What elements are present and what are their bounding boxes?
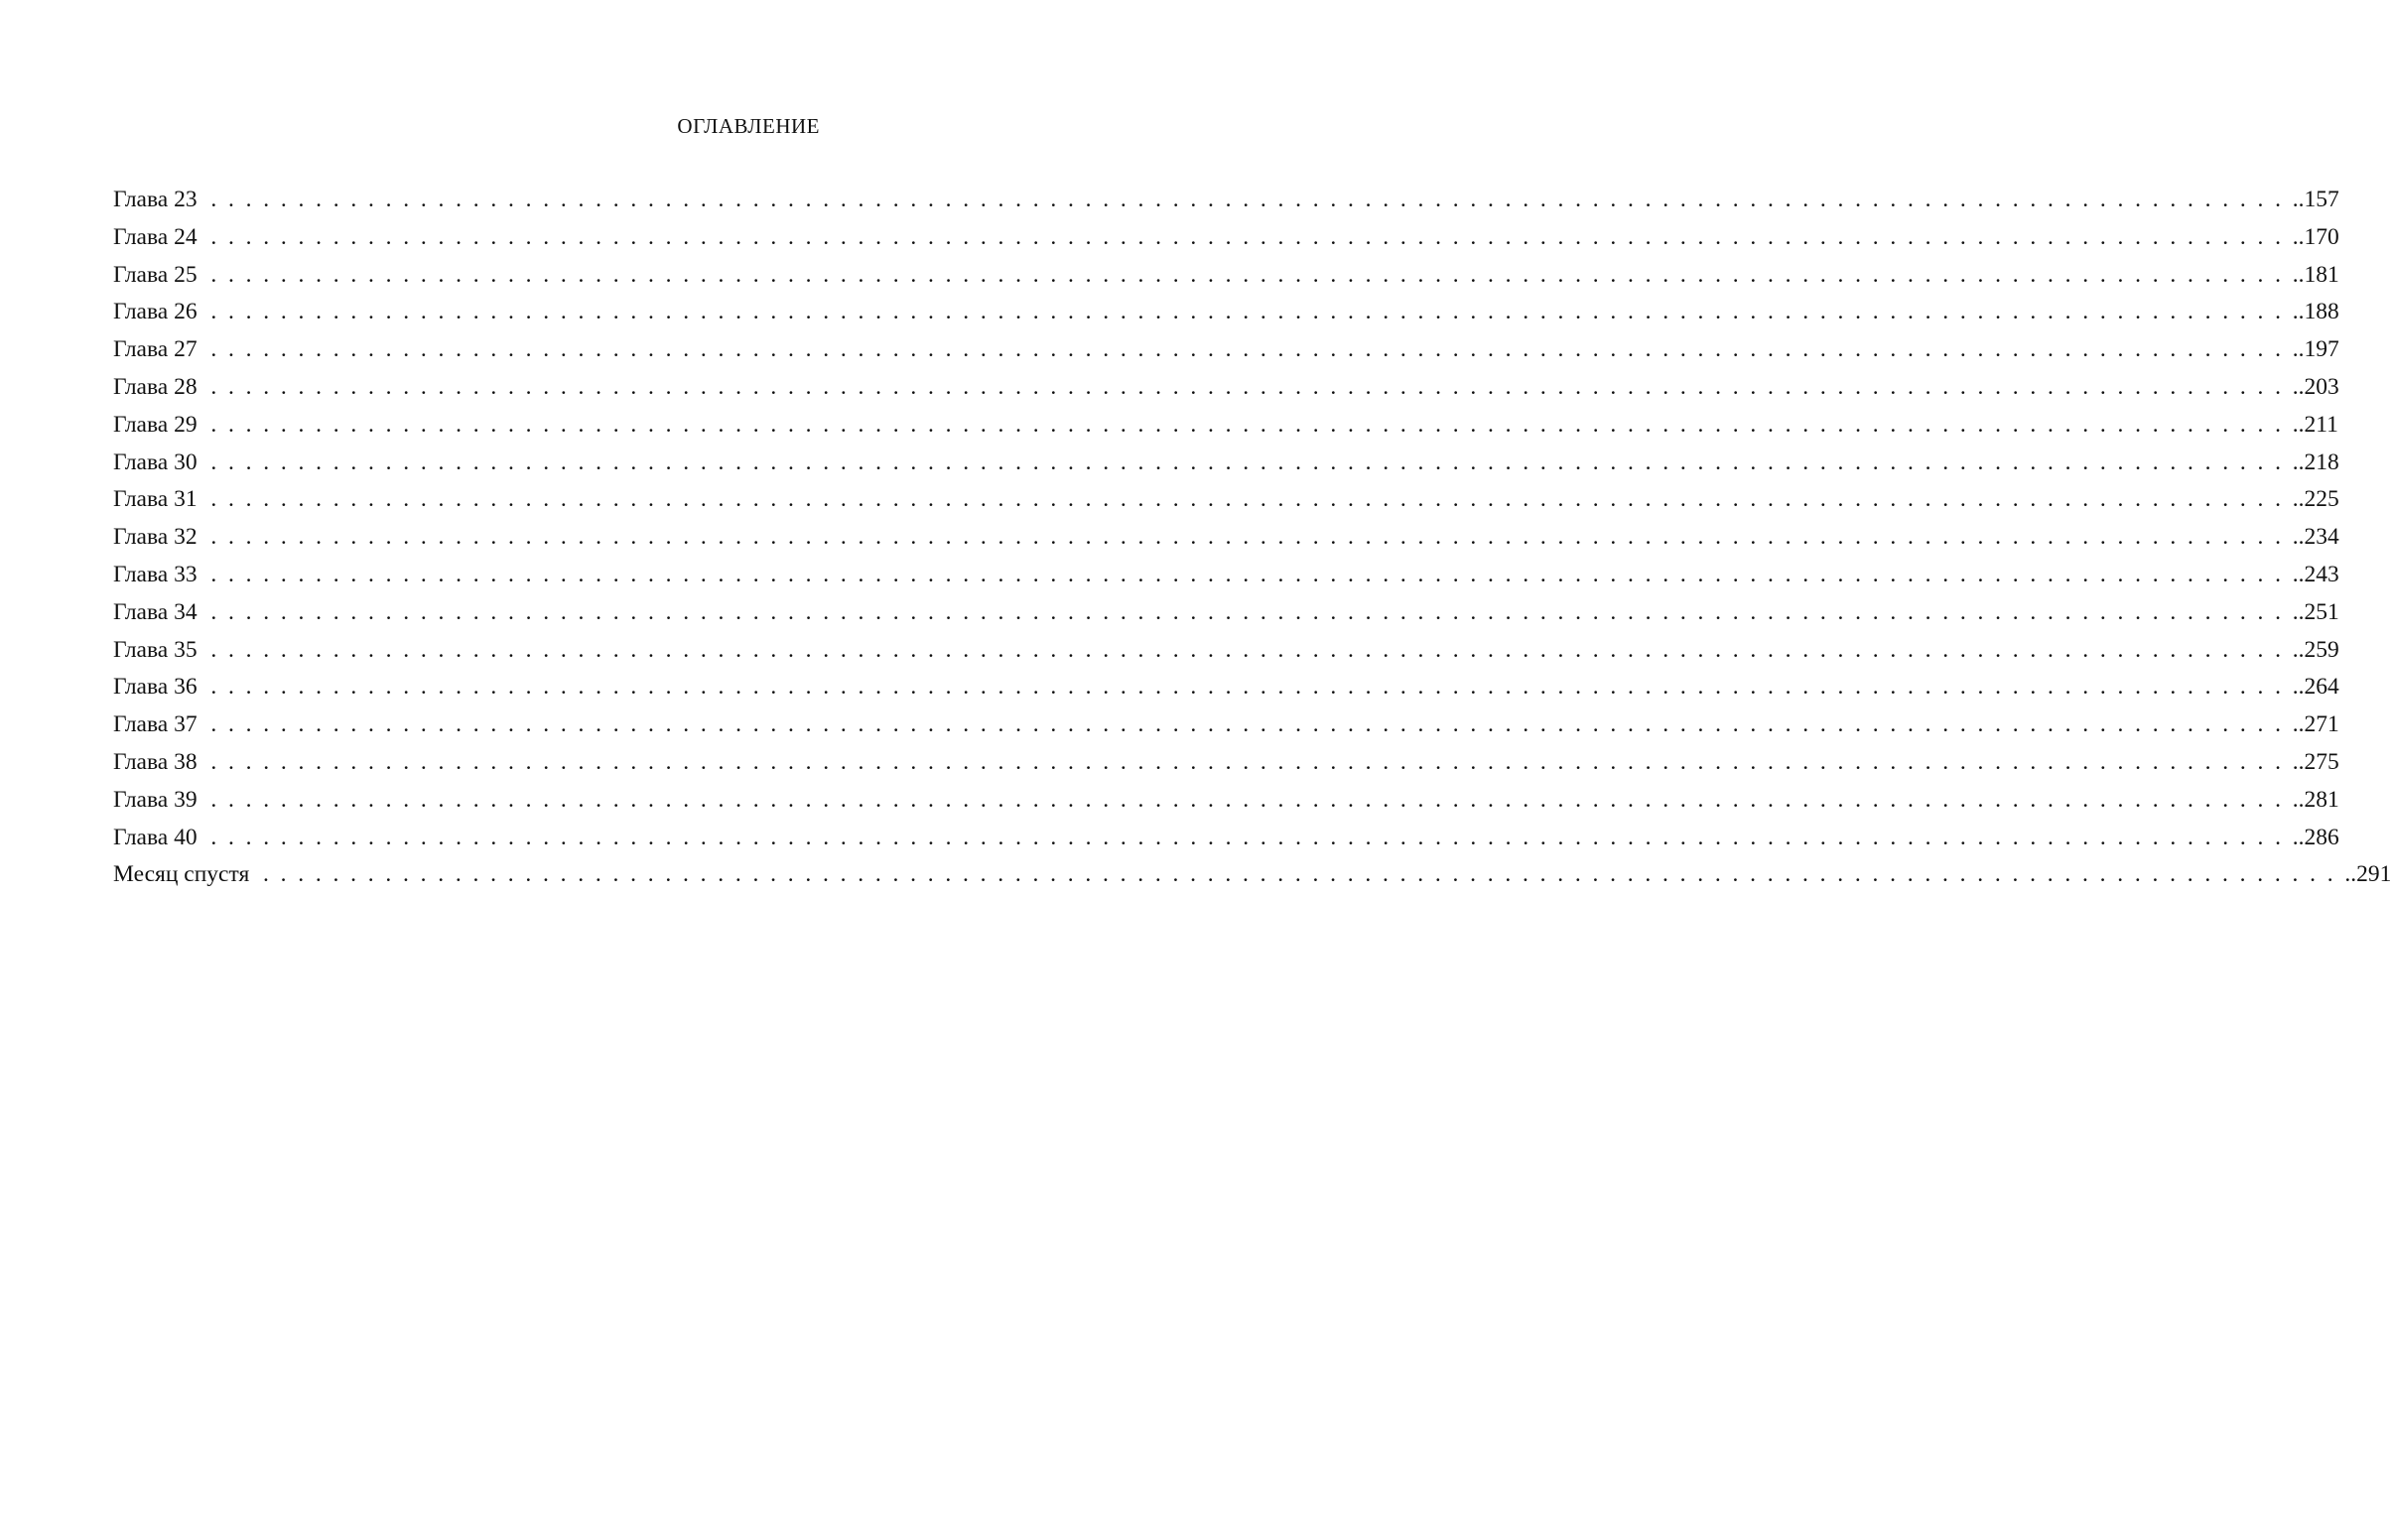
toc-entry (113, 257, 2339, 295)
toc-entry-title: Глава 36 (113, 674, 198, 701)
toc-entry-title: Глава 29 (113, 411, 198, 438)
toc-entry-page: .271 (2298, 711, 2339, 738)
toc-entry (113, 820, 2339, 857)
toc-entry (113, 669, 2339, 706)
dot-leader: . . . . . . . . . . . . . . . . . . . . . . . . . . . . . . . . . . . . . . . . . . . . . . . . . . . . . . . . . . . . . . . . . . . . . . . . . . . . . . . . . . . . . . . . . . . . . . . . . . . . . . . . . . . . . . . . . . . . . . . . (199, 748, 2299, 775)
toc-entry-page: .225 (2298, 486, 2339, 513)
toc-entry-page: .281 (2298, 786, 2339, 813)
toc-entry-title: Месяц спустя (113, 861, 250, 888)
toc-entry-title: Глава 40 (113, 824, 198, 850)
toc-entry (113, 706, 2339, 744)
toc-entry-title: Глава 28 (113, 373, 198, 400)
toc-entry (113, 219, 2339, 257)
toc-entry-title: Глава 27 (113, 336, 198, 363)
toc-entry-page: .218 (2298, 449, 2339, 475)
toc-entry-title: Глава 32 (113, 524, 198, 551)
toc-entry (113, 407, 2338, 445)
toc-entry (113, 632, 2339, 670)
dot-leader: . . . . . . . . . . . . . . . . . . . . . . . . . . . . . . . . . . . . . . . . . . . . . . . . . . . . . . . . . . . . . . . . . . . . . . . . . . . . . . . . . . . . . . . . . . . . . . . . . . . . . . . . . . . . . . . . . . . . . . . . (199, 299, 2299, 325)
toc-entry (113, 519, 2339, 557)
toc-entry (113, 445, 2339, 482)
toc-entry (113, 744, 2339, 782)
toc-entry (113, 856, 2391, 894)
toc-entry (113, 369, 2339, 407)
toc-entry-page: .291 (2350, 861, 2391, 888)
dot-leader: . . . . . . . . . . . . . . . . . . . . . . . . . . . . . . . . . . . . . . . . . . . . . . . . . . . . . . . . . . . . . . . . . . . . . . . . . . . . . . . . . . . . . . . . . . . . . . . . . . . . . . . . . . . . . . . . . . . . . . . . (199, 561, 2299, 587)
toc-entry-title: Глава 30 (113, 449, 198, 475)
toc-entry (113, 331, 2339, 369)
toc-entry-page: .234 (2298, 524, 2339, 551)
toc-entry-page: .243 (2298, 561, 2339, 587)
toc-entry-page: .188 (2298, 299, 2339, 325)
toc-entry (113, 594, 2339, 632)
dot-leader: . . . . . . . . . . . . . . . . . . . . . . . . . . . . . . . . . . . . . . . . . . . . . . . . . . . . . . . . . . . . . . . . . . . . . . . . . . . . . . . . . . . . . . . . . . . . . . . . . . . . . . . . . . . . . . . . . . . . . . . . (251, 861, 2351, 888)
toc-entry-title: Глава 26 (113, 299, 198, 325)
toc-entry (113, 182, 2339, 219)
toc-entry-title: Глава 34 (113, 598, 198, 625)
toc-entry-page: .157 (2298, 187, 2339, 212)
toc-entry-title: Глава 38 (113, 748, 198, 775)
toc-entry-title: Глава 31 (113, 486, 198, 513)
dot-leader: . . . . . . . . . . . . . . . . . . . . . . . . . . . . . . . . . . . . . . . . . . . . . . . . . . . . . . . . . . . . . . . . . . . . . . . . . . . . . . . . . . . . . . . . . . . . . . . . . . . . . . . . . . . . . . . . . . . . . . . . (199, 223, 2299, 250)
toc-entry-page: .264 (2298, 674, 2339, 701)
toc-entry-title: Глава 25 (113, 261, 198, 288)
toc-entry-page: .286 (2298, 824, 2339, 850)
toc-entry-page: .203 (2298, 373, 2339, 400)
table-of-contents (113, 182, 2391, 894)
toc-entry-title: Глава 37 (113, 711, 198, 738)
dot-leader: . . . . . . . . . . . . . . . . . . . . . . . . . . . . . . . . . . . . . . . . . . . . . . . . . . . . . . . . . . . . . . . . . . . . . . . . . . . . . . . . . . . . . . . . . . . . . . . . . . . . . . . . . . . . . . . . . . . . . . . . (199, 449, 2299, 475)
dot-leader: . . . . . . . . . . . . . . . . . . . . . . . . . . . . . . . . . . . . . . . . . . . . . . . . . . . . . . . . . . . . . . . . . . . . . . . . . . . . . . . . . . . . . . . . . . . . . . . . . . . . . . . . . . . . . . . . . . . . . . . . (199, 636, 2299, 663)
dot-leader: . . . . . . . . . . . . . . . . . . . . . . . . . . . . . . . . . . . . . . . . . . . . . . . . . . . . . . . . . . . . . . . . . . . . . . . . . . . . . . . . . . . . . . . . . . . . . . . . . . . . . . . . . . . . . . . . . . . . . . . . (199, 598, 2299, 625)
dot-leader: . . . . . . . . . . . . . . . . . . . . . . . . . . . . . . . . . . . . . . . . . . . . . . . . . . . . . . . . . . . . . . . . . . . . . . . . . . . . . . . . . . . . . . . . . . . . . . . . . . . . . . . . . . . . . . . . . . . . . . . . (199, 786, 2299, 813)
dot-leader: . . . . . . . . . . . . . . . . . . . . . . . . . . . . . . . . . . . . . . . . . . . . . . . . . . . . . . . . . . . . . . . . . . . . . . . . . . . . . . . . . . . . . . . . . . . . . . . . . . . . . . . . . . . . . . . . . . . . . . . . (199, 411, 2299, 438)
toc-entry-page: .197 (2298, 336, 2339, 363)
toc-entry-title: Глава 39 (113, 786, 198, 813)
toc-entry-title: Глава 24 (113, 223, 198, 250)
toc-entry-title: Глава 33 (113, 561, 198, 587)
dot-leader: . . . . . . . . . . . . . . . . . . . . . . . . . . . . . . . . . . . . . . . . . . . . . . . . . . . . . . . . . . . . . . . . . . . . . . . . . . . . . . . . . . . . . . . . . . . . . . . . . . . . . . . . . . . . . . . . . . . . . . . . (199, 187, 2299, 212)
toc-entry-title: Глава 23 (113, 187, 198, 212)
toc-entry-title: Глава 35 (113, 636, 198, 663)
dot-leader: . . . . . . . . . . . . . . . . . . . . . . . . . . . . . . . . . . . . . . . . . . . . . . . . . . . . . . . . . . . . . . . . . . . . . . . . . . . . . . . . . . . . . . . . . . . . . . . . . . . . . . . . . . . . . . . . . . . . . . . . (199, 336, 2299, 363)
dot-leader: . . . . . . . . . . . . . . . . . . . . . . . . . . . . . . . . . . . . . . . . . . . . . . . . . . . . . . . . . . . . . . . . . . . . . . . . . . . . . . . . . . . . . . . . . . . . . . . . . . . . . . . . . . . . . . . . . . . . . . . . (199, 824, 2299, 850)
toc-entry-page: .251 (2298, 598, 2339, 625)
toc-entry-page: .275 (2298, 748, 2339, 775)
dot-leader: . . . . . . . . . . . . . . . . . . . . . . . . . . . . . . . . . . . . . . . . . . . . . . . . . . . . . . . . . . . . . . . . . . . . . . . . . . . . . . . . . . . . . . . . . . . . . . . . . . . . . . . . . . . . . . . . . . . . . . . . (199, 486, 2299, 513)
toc-entry-page: .170 (2298, 223, 2339, 250)
dot-leader: . . . . . . . . . . . . . . . . . . . . . . . . . . . . . . . . . . . . . . . . . . . . . . . . . . . . . . . . . . . . . . . . . . . . . . . . . . . . . . . . . . . . . . . . . . . . . . . . . . . . . . . . . . . . . . . . . . . . . . . . (199, 524, 2299, 551)
running-head: ОГЛАВЛЕНИЕ (677, 114, 820, 138)
toc-entry (113, 481, 2339, 519)
toc-entry (113, 294, 2339, 331)
toc-entry (113, 782, 2339, 820)
toc-entry-page: .211 (2298, 411, 2338, 438)
dot-leader: . . . . . . . . . . . . . . . . . . . . . . . . . . . . . . . . . . . . . . . . . . . . . . . . . . . . . . . . . . . . . . . . . . . . . . . . . . . . . . . . . . . . . . . . . . . . . . . . . . . . . . . . . . . . . . . . . . . . . . . . (199, 261, 2299, 288)
dot-leader: . . . . . . . . . . . . . . . . . . . . . . . . . . . . . . . . . . . . . . . . . . . . . . . . . . . . . . . . . . . . . . . . . . . . . . . . . . . . . . . . . . . . . . . . . . . . . . . . . . . . . . . . . . . . . . . . . . . . . . . . (199, 711, 2299, 738)
dot-leader: . . . . . . . . . . . . . . . . . . . . . . . . . . . . . . . . . . . . . . . . . . . . . . . . . . . . . . . . . . . . . . . . . . . . . . . . . . . . . . . . . . . . . . . . . . . . . . . . . . . . . . . . . . . . . . . . . . . . . . . . (199, 674, 2299, 701)
toc-entry-page: .181 (2298, 261, 2339, 288)
toc-entry (113, 557, 2339, 594)
toc-entry-page: .259 (2298, 636, 2339, 663)
dot-leader: . . . . . . . . . . . . . . . . . . . . . . . . . . . . . . . . . . . . . . . . . . . . . . . . . . . . . . . . . . . . . . . . . . . . . . . . . . . . . . . . . . . . . . . . . . . . . . . . . . . . . . . . . . . . . . . . . . . . . . . . (199, 373, 2299, 400)
